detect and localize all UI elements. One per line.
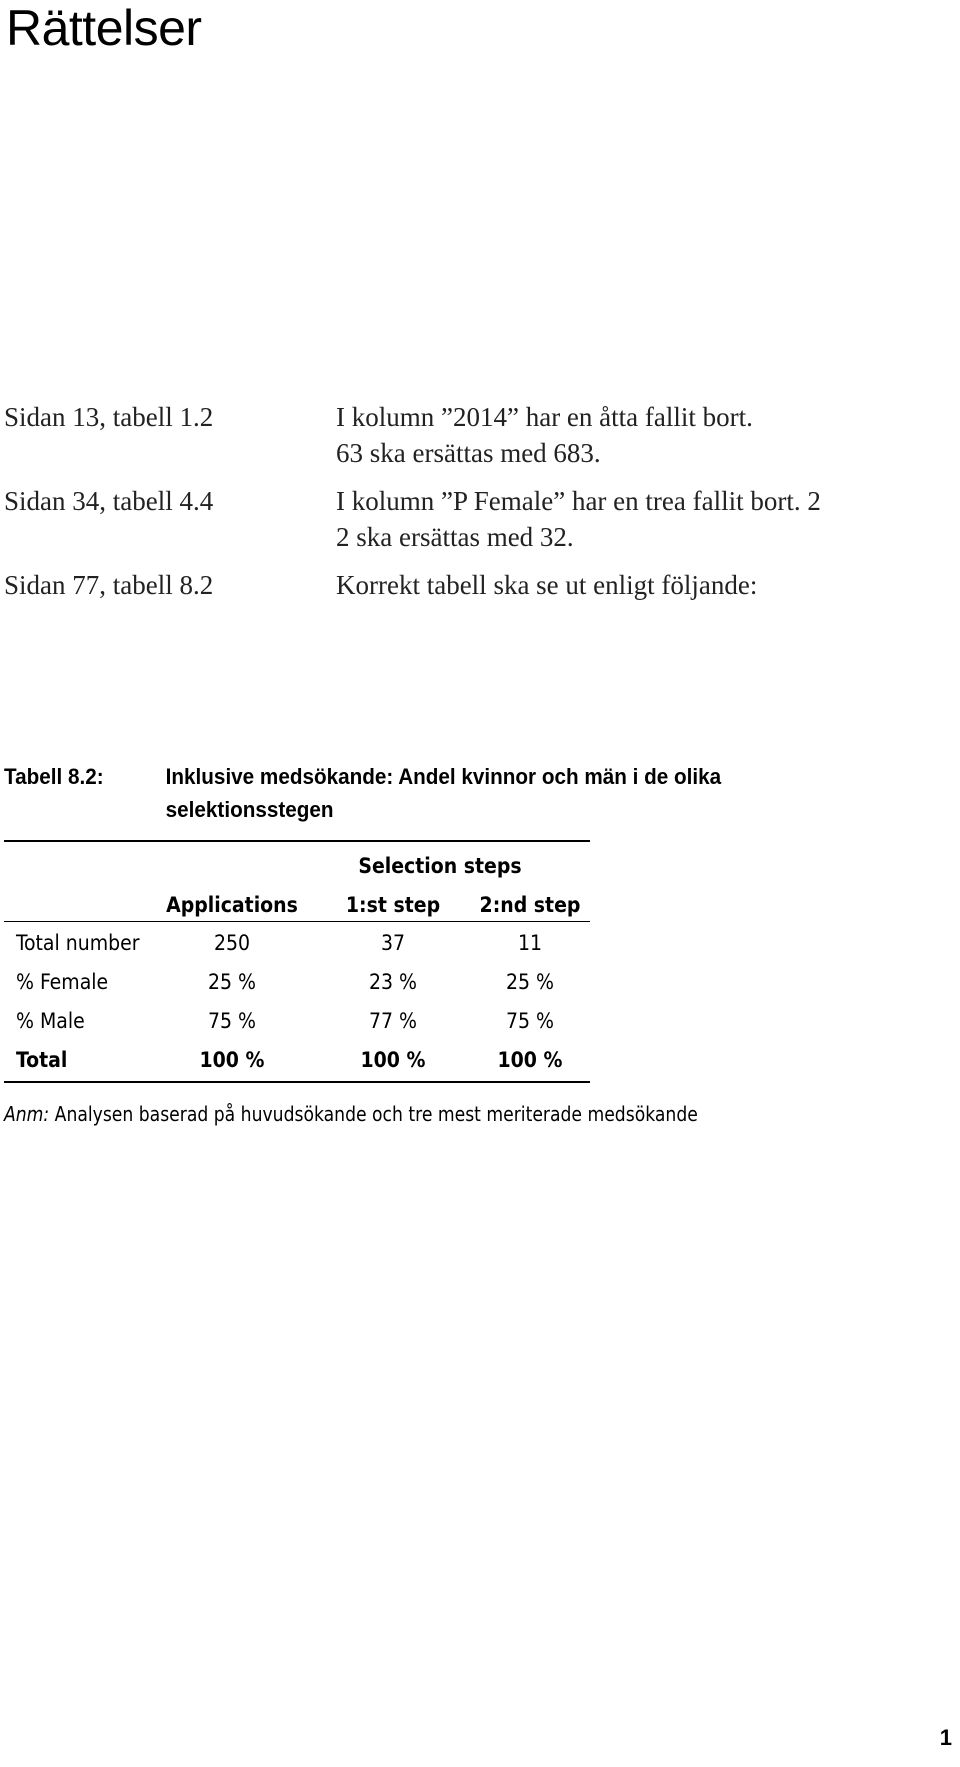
table-cell-total: 100 % (360, 1048, 426, 1072)
correction-description: I kolumn ”2014” har en åtta fallit bort. (336, 402, 753, 432)
corrections-list (4, 402, 954, 606)
table-title-line: selektionsstegen (165, 797, 334, 822)
correction-description: 2 ska ersättas med 32. (336, 522, 574, 552)
correction-item-continued (4, 522, 954, 558)
page-number: 1 (939, 1725, 952, 1750)
correction-description: Korrekt tabell ska se ut enligt följande: (336, 570, 758, 600)
table-bottom-rule (4, 1081, 590, 1083)
page-title: Rättelser (6, 0, 202, 56)
header-bottom-rule (4, 921, 590, 922)
table-cell: 37 (380, 931, 406, 955)
correction-item (4, 402, 954, 438)
table-cell: 250 (213, 931, 251, 955)
table-cell-total: 100 % (199, 1048, 265, 1072)
note-label: Anm: (4, 1102, 50, 1126)
table-cell: 11 (517, 931, 543, 955)
table-title-line: Inklusive medsökande: Andel kvinnor och män i de olika (165, 764, 722, 789)
row-label: % Male (16, 1009, 85, 1033)
correction-description: I kolumn ”P Female” har en trea fallit bort. 2 (336, 486, 821, 516)
column-header-1st-step: 1:st step (345, 893, 441, 917)
table-note (4, 1102, 698, 1126)
correction-reference: Sidan 13, tabell 1.2 (4, 402, 214, 432)
table-title (166, 760, 824, 826)
table-cell-total: 100 % (497, 1048, 563, 1072)
table-cell: 77 % (369, 1009, 417, 1033)
column-header-applications: Applications (166, 893, 298, 917)
table-top-rule (4, 840, 590, 842)
table-cell: 25 % (208, 970, 256, 994)
column-header-2nd-step: 2:nd step (479, 893, 581, 917)
table-group-header: Selection steps (358, 854, 522, 878)
correction-item-continued (4, 438, 954, 474)
group-header-rule (164, 882, 590, 883)
correction-description: 63 ska ersättas med 683. (336, 438, 601, 468)
row-label-total: Total (16, 1048, 68, 1072)
row-label: Total number (16, 931, 140, 955)
correction-reference: Sidan 34, tabell 4.4 (4, 486, 214, 516)
correction-item (4, 486, 954, 522)
table-cell: 75 % (506, 1009, 554, 1033)
table-label: Tabell 8.2: (4, 764, 104, 789)
table-cell: 25 % (506, 970, 554, 994)
correction-reference: Sidan 77, tabell 8.2 (4, 570, 214, 600)
note-text: Analysen baserad på huvudsökande och tre mest meriterade medsökande (54, 1102, 698, 1126)
row-label: % Female (16, 970, 109, 994)
correction-item (4, 570, 954, 606)
table-cell: 23 % (369, 970, 417, 994)
table-cell: 75 % (208, 1009, 256, 1033)
